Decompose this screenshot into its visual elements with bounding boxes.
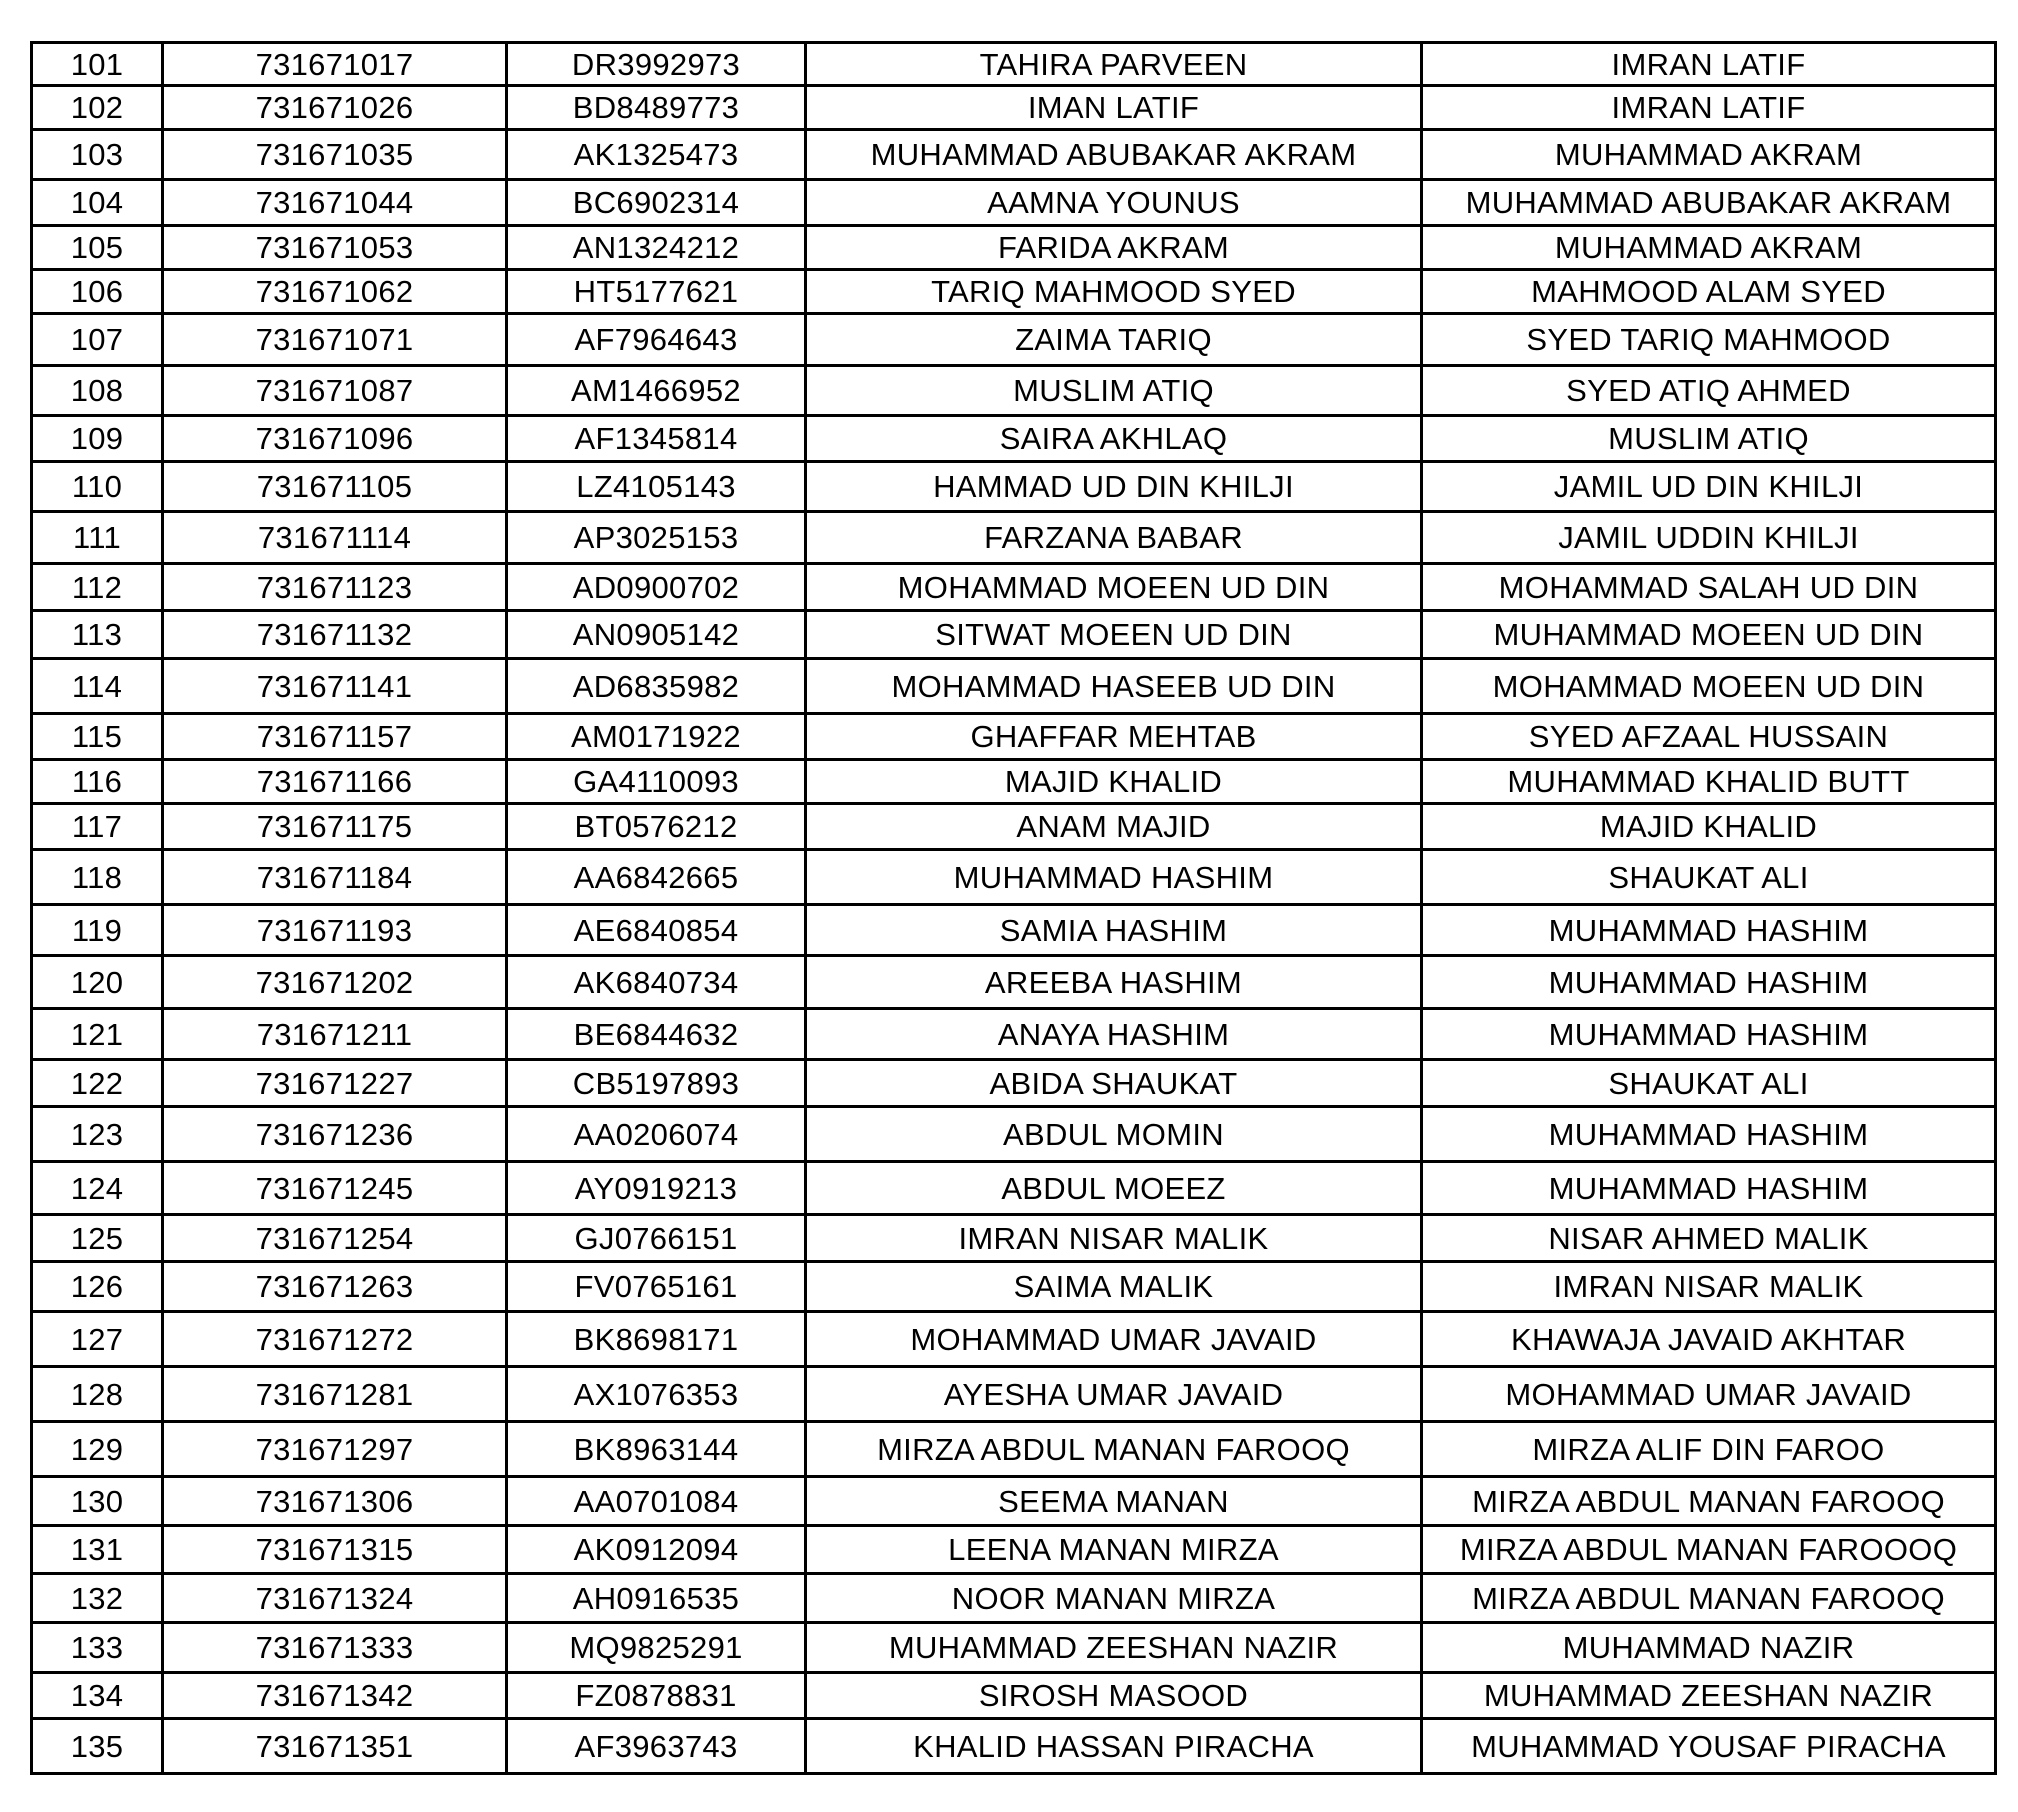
name-cell: LEENA MANAN MIRZA	[806, 1526, 1422, 1574]
ref-number-cell: 731671184	[163, 850, 507, 905]
serial-number-cell: 129	[32, 1422, 163, 1477]
ref-number-cell: 731671035	[163, 130, 507, 180]
name-cell: ZAIMA TARIQ	[806, 314, 1422, 366]
name-cell: MUSLIM ATIQ	[806, 366, 1422, 416]
serial-number-cell: 106	[32, 270, 163, 314]
name-cell: MUHAMMAD ABUBAKAR AKRAM	[806, 130, 1422, 180]
guardian-name-cell: MIRZA ABDUL MANAN FAROOQ	[1422, 1574, 1996, 1623]
guardian-name-cell: MUHAMMAD KHALID BUTT	[1422, 760, 1996, 804]
ref-number-cell: 731671175	[163, 804, 507, 850]
table-row	[32, 905, 1996, 956]
name-cell: GHAFFAR MEHTAB	[806, 714, 1422, 760]
table-row	[32, 1215, 1996, 1262]
serial-number-cell: 122	[32, 1060, 163, 1107]
passport-number-cell: CB5197893	[507, 1060, 806, 1107]
guardian-name-cell: JAMIL UD DIN KHILJI	[1422, 462, 1996, 512]
serial-number-cell: 131	[32, 1526, 163, 1574]
guardian-name-cell: MIRZA ABDUL MANAN FAROOQ	[1422, 1477, 1996, 1526]
name-cell: MIRZA ABDUL MANAN FAROOQ	[806, 1422, 1422, 1477]
ref-number-cell: 731671105	[163, 462, 507, 512]
guardian-name-cell: SHAUKAT ALI	[1422, 850, 1996, 905]
guardian-name-cell: MIRZA ABDUL MANAN FAROOOQ	[1422, 1526, 1996, 1574]
passport-number-cell: AD6835982	[507, 659, 806, 714]
ref-number-cell: 731671254	[163, 1215, 507, 1262]
ref-number-cell: 731671141	[163, 659, 507, 714]
guardian-name-cell: MAJID KHALID	[1422, 804, 1996, 850]
ref-number-cell: 731671114	[163, 512, 507, 564]
table-row	[32, 1312, 1996, 1367]
table-row	[32, 659, 1996, 714]
passport-number-cell: LZ4105143	[507, 462, 806, 512]
passport-number-cell: BE6844632	[507, 1009, 806, 1060]
passport-number-cell: AH0916535	[507, 1574, 806, 1623]
table-row	[32, 1367, 1996, 1422]
passport-number-cell: AP3025153	[507, 512, 806, 564]
guardian-name-cell: MIRZA ALIF DIN FAROO	[1422, 1422, 1996, 1477]
table-row	[32, 1477, 1996, 1526]
guardian-name-cell: KHAWAJA JAVAID AKHTAR	[1422, 1312, 1996, 1367]
guardian-name-cell: MUHAMMAD HASHIM	[1422, 1009, 1996, 1060]
name-cell: SEEMA MANAN	[806, 1477, 1422, 1526]
guardian-name-cell: IMRAN LATIF	[1422, 86, 1996, 130]
ref-number-cell: 731671202	[163, 956, 507, 1009]
ref-number-cell: 731671227	[163, 1060, 507, 1107]
guardian-name-cell: IMRAN LATIF	[1422, 43, 1996, 86]
passport-number-cell: AM1466952	[507, 366, 806, 416]
name-cell: SAIRA AKHLAQ	[806, 416, 1422, 462]
ref-number-cell: 731671281	[163, 1367, 507, 1422]
guardian-name-cell: MUHAMMAD YOUSAF PIRACHA	[1422, 1719, 1996, 1774]
passport-number-cell: AY0919213	[507, 1162, 806, 1215]
name-cell: TAHIRA PARVEEN	[806, 43, 1422, 86]
ref-number-cell: 731671306	[163, 1477, 507, 1526]
guardian-name-cell: MUHAMMAD ZEESHAN NAZIR	[1422, 1673, 1996, 1719]
guardian-name-cell: MOHAMMAD MOEEN UD DIN	[1422, 659, 1996, 714]
guardian-name-cell: MUHAMMAD HASHIM	[1422, 956, 1996, 1009]
ref-number-cell: 731671087	[163, 366, 507, 416]
serial-number-cell: 119	[32, 905, 163, 956]
guardian-name-cell: SYED ATIQ AHMED	[1422, 366, 1996, 416]
ref-number-cell: 731671071	[163, 314, 507, 366]
name-cell: ABIDA SHAUKAT	[806, 1060, 1422, 1107]
passport-number-cell: AM0171922	[507, 714, 806, 760]
serial-number-cell: 130	[32, 1477, 163, 1526]
guardian-name-cell: JAMIL UDDIN KHILJI	[1422, 512, 1996, 564]
table-row	[32, 462, 1996, 512]
name-cell: ANAM MAJID	[806, 804, 1422, 850]
name-cell: SAMIA HASHIM	[806, 905, 1422, 956]
name-cell: AYESHA UMAR JAVAID	[806, 1367, 1422, 1422]
ref-number-cell: 731671272	[163, 1312, 507, 1367]
name-cell: SIROSH MASOOD	[806, 1673, 1422, 1719]
serial-number-cell: 134	[32, 1673, 163, 1719]
passport-number-cell: FZ0878831	[507, 1673, 806, 1719]
table-row	[32, 956, 1996, 1009]
ref-number-cell: 731671053	[163, 226, 507, 270]
table-row	[32, 1719, 1996, 1774]
passport-number-cell: AK1325473	[507, 130, 806, 180]
name-cell: ABDUL MOMIN	[806, 1107, 1422, 1162]
serial-number-cell: 116	[32, 760, 163, 804]
guardian-name-cell: SYED TARIQ MAHMOOD	[1422, 314, 1996, 366]
passport-number-cell: DR3992973	[507, 43, 806, 86]
name-cell: FARZANA BABAR	[806, 512, 1422, 564]
ref-number-cell: 731671342	[163, 1673, 507, 1719]
passport-number-cell: AK6840734	[507, 956, 806, 1009]
passport-number-cell: BD8489773	[507, 86, 806, 130]
name-cell: ABDUL MOEEZ	[806, 1162, 1422, 1215]
table-row	[32, 1673, 1996, 1719]
passport-number-cell: AF7964643	[507, 314, 806, 366]
guardian-name-cell: SHAUKAT ALI	[1422, 1060, 1996, 1107]
records-table	[30, 41, 1997, 1775]
guardian-name-cell: MOHAMMAD SALAH UD DIN	[1422, 564, 1996, 611]
passport-number-cell: AN1324212	[507, 226, 806, 270]
ref-number-cell: 731671123	[163, 564, 507, 611]
guardian-name-cell: MUHAMMAD AKRAM	[1422, 130, 1996, 180]
ref-number-cell: 731671236	[163, 1107, 507, 1162]
guardian-name-cell: MUHAMMAD HASHIM	[1422, 905, 1996, 956]
passport-number-cell: AA0206074	[507, 1107, 806, 1162]
name-cell: NOOR MANAN MIRZA	[806, 1574, 1422, 1623]
passport-number-cell: GJ0766151	[507, 1215, 806, 1262]
serial-number-cell: 115	[32, 714, 163, 760]
serial-number-cell: 128	[32, 1367, 163, 1422]
passport-number-cell: HT5177621	[507, 270, 806, 314]
serial-number-cell: 104	[32, 180, 163, 226]
table-row	[32, 564, 1996, 611]
serial-number-cell: 135	[32, 1719, 163, 1774]
ref-number-cell: 731671324	[163, 1574, 507, 1623]
guardian-name-cell: IMRAN NISAR MALIK	[1422, 1262, 1996, 1312]
ref-number-cell: 731671211	[163, 1009, 507, 1060]
ref-number-cell: 731671333	[163, 1623, 507, 1673]
name-cell: TARIQ MAHMOOD SYED	[806, 270, 1422, 314]
name-cell: MAJID KHALID	[806, 760, 1422, 804]
table-row	[32, 314, 1996, 366]
name-cell: MUHAMMAD HASHIM	[806, 850, 1422, 905]
ref-number-cell: 731671096	[163, 416, 507, 462]
serial-number-cell: 118	[32, 850, 163, 905]
guardian-name-cell: MUHAMMAD MOEEN UD DIN	[1422, 611, 1996, 659]
serial-number-cell: 114	[32, 659, 163, 714]
passport-number-cell: AN0905142	[507, 611, 806, 659]
guardian-name-cell: MUHAMMAD NAZIR	[1422, 1623, 1996, 1673]
guardian-name-cell: SYED AFZAAL HUSSAIN	[1422, 714, 1996, 760]
name-cell: AREEBA HASHIM	[806, 956, 1422, 1009]
table-row	[32, 1060, 1996, 1107]
table-row	[32, 226, 1996, 270]
passport-number-cell: AE6840854	[507, 905, 806, 956]
serial-number-cell: 110	[32, 462, 163, 512]
table-row	[32, 1262, 1996, 1312]
serial-number-cell: 111	[32, 512, 163, 564]
serial-number-cell: 126	[32, 1262, 163, 1312]
table-row	[32, 714, 1996, 760]
passport-number-cell: GA4110093	[507, 760, 806, 804]
passport-number-cell: AF3963743	[507, 1719, 806, 1774]
ref-number-cell: 731671044	[163, 180, 507, 226]
passport-number-cell: MQ9825291	[507, 1623, 806, 1673]
serial-number-cell: 125	[32, 1215, 163, 1262]
ref-number-cell: 731671166	[163, 760, 507, 804]
table-row	[32, 416, 1996, 462]
name-cell: KHALID HASSAN PIRACHA	[806, 1719, 1422, 1774]
ref-number-cell: 731671315	[163, 1526, 507, 1574]
passport-number-cell: AD0900702	[507, 564, 806, 611]
ref-number-cell: 731671062	[163, 270, 507, 314]
passport-number-cell: AF1345814	[507, 416, 806, 462]
table-row	[32, 1526, 1996, 1574]
serial-number-cell: 108	[32, 366, 163, 416]
guardian-name-cell: MUHAMMAD AKRAM	[1422, 226, 1996, 270]
serial-number-cell: 133	[32, 1623, 163, 1673]
table-row	[32, 1009, 1996, 1060]
records-table-body	[32, 43, 1996, 1774]
name-cell: MOHAMMAD HASEEB UD DIN	[806, 659, 1422, 714]
serial-number-cell: 113	[32, 611, 163, 659]
ref-number-cell: 731671351	[163, 1719, 507, 1774]
serial-number-cell: 101	[32, 43, 163, 86]
serial-number-cell: 102	[32, 86, 163, 130]
table-row	[32, 611, 1996, 659]
table-row	[32, 1162, 1996, 1215]
name-cell: HAMMAD UD DIN KHILJI	[806, 462, 1422, 512]
name-cell: IMAN LATIF	[806, 86, 1422, 130]
serial-number-cell: 127	[32, 1312, 163, 1367]
table-row	[32, 512, 1996, 564]
serial-number-cell: 120	[32, 956, 163, 1009]
ref-number-cell: 731671026	[163, 86, 507, 130]
table-row	[32, 1623, 1996, 1673]
table-row	[32, 270, 1996, 314]
table-row	[32, 130, 1996, 180]
guardian-name-cell: MUHAMMAD HASHIM	[1422, 1107, 1996, 1162]
ref-number-cell: 731671132	[163, 611, 507, 659]
table-row	[32, 760, 1996, 804]
serial-number-cell: 107	[32, 314, 163, 366]
passport-number-cell: FV0765161	[507, 1262, 806, 1312]
name-cell: ANAYA HASHIM	[806, 1009, 1422, 1060]
name-cell: MOHAMMAD MOEEN UD DIN	[806, 564, 1422, 611]
serial-number-cell: 132	[32, 1574, 163, 1623]
ref-number-cell: 731671245	[163, 1162, 507, 1215]
name-cell: MUHAMMAD ZEESHAN NAZIR	[806, 1623, 1422, 1673]
name-cell: MOHAMMAD UMAR JAVAID	[806, 1312, 1422, 1367]
ref-number-cell: 731671297	[163, 1422, 507, 1477]
serial-number-cell: 109	[32, 416, 163, 462]
passport-number-cell: BK8698171	[507, 1312, 806, 1367]
passport-number-cell: AA0701084	[507, 1477, 806, 1526]
ref-number-cell: 731671017	[163, 43, 507, 86]
table-row	[32, 1107, 1996, 1162]
guardian-name-cell: MAHMOOD ALAM SYED	[1422, 270, 1996, 314]
guardian-name-cell: NISAR AHMED MALIK	[1422, 1215, 1996, 1262]
passport-number-cell: AX1076353	[507, 1367, 806, 1422]
name-cell: AAMNA YOUNUS	[806, 180, 1422, 226]
serial-number-cell: 117	[32, 804, 163, 850]
table-row	[32, 43, 1996, 86]
guardian-name-cell: MUHAMMAD HASHIM	[1422, 1162, 1996, 1215]
table-row	[32, 86, 1996, 130]
name-cell: SAIMA MALIK	[806, 1262, 1422, 1312]
serial-number-cell: 105	[32, 226, 163, 270]
guardian-name-cell: MUHAMMAD ABUBAKAR AKRAM	[1422, 180, 1996, 226]
guardian-name-cell: MOHAMMAD UMAR JAVAID	[1422, 1367, 1996, 1422]
table-row	[32, 180, 1996, 226]
serial-number-cell: 121	[32, 1009, 163, 1060]
ref-number-cell: 731671157	[163, 714, 507, 760]
table-row	[32, 804, 1996, 850]
passport-number-cell: BK8963144	[507, 1422, 806, 1477]
ref-number-cell: 731671193	[163, 905, 507, 956]
passport-number-cell: BT0576212	[507, 804, 806, 850]
serial-number-cell: 103	[32, 130, 163, 180]
passport-number-cell: AA6842665	[507, 850, 806, 905]
table-row	[32, 1422, 1996, 1477]
name-cell: IMRAN NISAR MALIK	[806, 1215, 1422, 1262]
passport-number-cell: BC6902314	[507, 180, 806, 226]
name-cell: SITWAT MOEEN UD DIN	[806, 611, 1422, 659]
serial-number-cell: 124	[32, 1162, 163, 1215]
table-row	[32, 366, 1996, 416]
ref-number-cell: 731671263	[163, 1262, 507, 1312]
name-cell: FARIDA AKRAM	[806, 226, 1422, 270]
serial-number-cell: 123	[32, 1107, 163, 1162]
guardian-name-cell: MUSLIM ATIQ	[1422, 416, 1996, 462]
table-row	[32, 850, 1996, 905]
serial-number-cell: 112	[32, 564, 163, 611]
table-row	[32, 1574, 1996, 1623]
passport-number-cell: AK0912094	[507, 1526, 806, 1574]
